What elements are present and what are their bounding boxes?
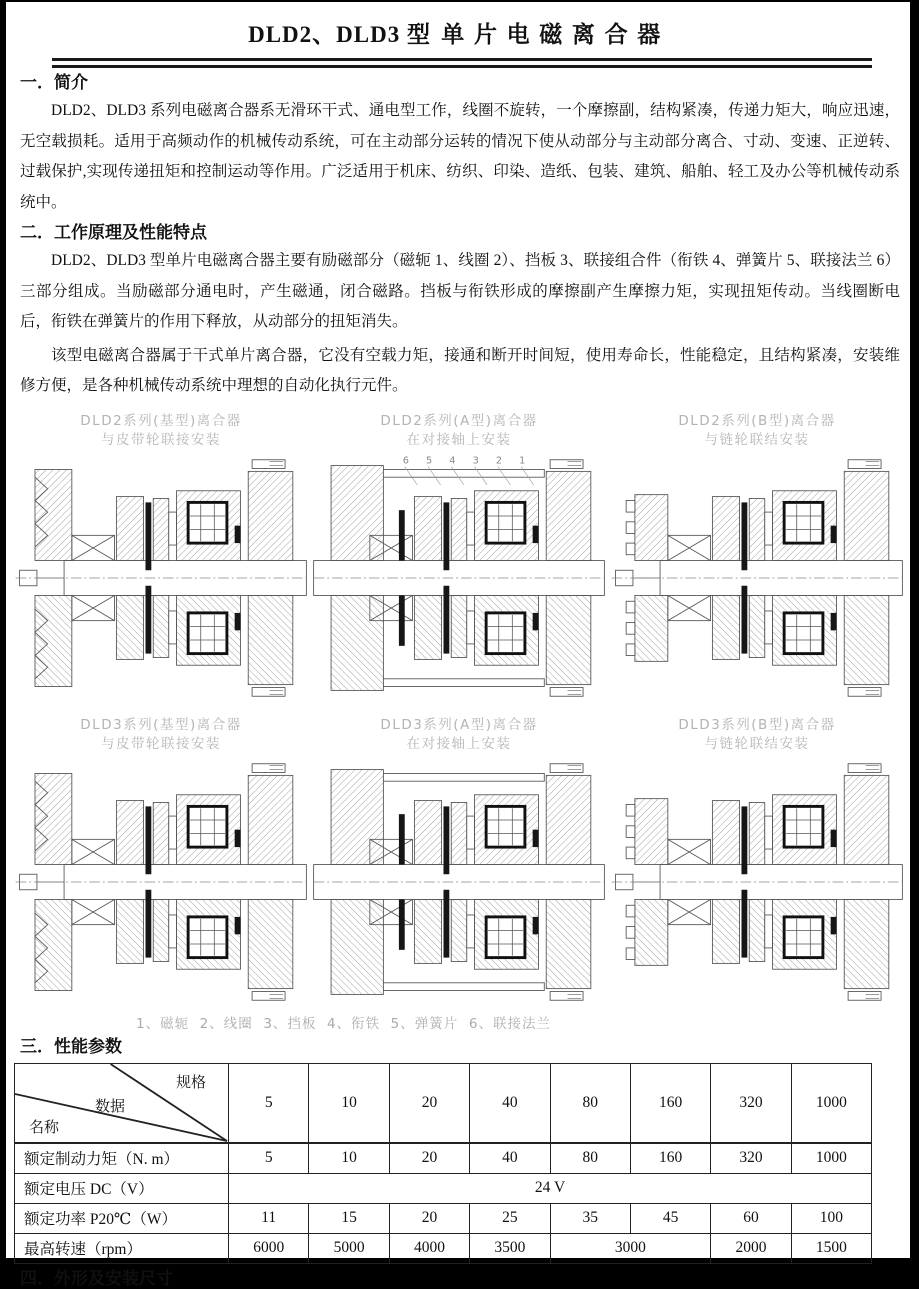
spec-column-header: 80 xyxy=(550,1063,630,1143)
table-cell: 160 xyxy=(630,1143,710,1174)
section-2-paragraph-1: DLD2、DLD3 型单片电磁离合器主要有励磁部分（磁轭 1、线圈 2）、挡板 3、联接组合件（衔铁 4、弹簧片 5、联接法兰 6）三部分组成。当励磁部分通电时，产生磁通，闭合磁路。挡板与衔铁形成的摩擦副产生摩擦力矩，实现扭矩传动。当线圈断电后，衔铁在弹簧片的作用下释放，从动部分的扭矩消失。 xyxy=(20,252,900,330)
spec-column-header: 320 xyxy=(711,1063,791,1143)
clutch-diagram xyxy=(312,756,606,1008)
figure-caption-line1: DLD2系列(B型)离合器 xyxy=(678,412,836,429)
table-row xyxy=(15,1143,872,1174)
figure-caption-line2: 在对接轴上安装 xyxy=(406,431,512,448)
figure-caption-line2: 与皮带轮联接安装 xyxy=(101,431,221,448)
table-cell: 15 xyxy=(309,1203,389,1233)
table-cell: 24 V xyxy=(229,1173,872,1203)
table-cell: 5000 xyxy=(309,1233,389,1263)
row-label: 额定电压 DC（V） xyxy=(15,1173,229,1203)
table-cell: 1000 xyxy=(791,1143,871,1174)
figure-caption-line2: 在对接轴上安装 xyxy=(406,735,512,752)
figures-grid xyxy=(14,412,904,1008)
clutch-cross-section xyxy=(15,452,307,704)
section-2-paragraph-2: 该型电磁离合器属于干式单片离合器，它没有空载力矩，接通和断开时间短，使用寿命长，性能稳定，且结构紧凑，安装维修方便，是各种机械传动系统中理想的自动化执行元件。 xyxy=(20,346,900,394)
part-number-label: 3 xyxy=(472,455,479,467)
figure-caption-line1: DLD2系列(基型)离合器 xyxy=(80,412,242,429)
spec-column-header: 20 xyxy=(389,1063,469,1143)
row-label: 最高转速（rpm） xyxy=(15,1233,229,1263)
section-2-heading: 二．工作原理及性能特点 xyxy=(20,223,207,242)
clutch-diagram xyxy=(14,452,308,704)
section-1-heading: 一．简介 xyxy=(20,73,88,92)
section-1-paragraph: DLD2、DLD3 系列电磁离合器系无滑环干式、通电型工作，线圈不旋转，一个摩擦副，结构紧凑，传递力矩大，响应迅速，无空载损耗。适用于高频动作的机械传动系统，可在主动部分运转的情况下使从动部分与主动部分离合、寸动、变速、正逆转、过载保护,实现传递扭矩和控制运动等作用。广泛适用于机床、纺织、印染、造纸、包装、建筑、船舶、轻工及办公等机械传动系统中。 xyxy=(20,102,900,211)
page-title-prefix: DLD2、DLD3 型 xyxy=(248,22,431,47)
table-cell: 3000 xyxy=(550,1233,711,1263)
figure-dld2-a xyxy=(312,412,606,704)
row-label: 额定制动力矩（N. m） xyxy=(15,1143,229,1174)
clutch-cross-section xyxy=(15,756,307,1008)
spec-column-header: 1000 xyxy=(791,1063,871,1143)
clutch-diagram xyxy=(14,756,308,1008)
spec-column-header: 5 xyxy=(229,1063,309,1143)
table-cell: 6000 xyxy=(229,1233,309,1263)
clutch-cross-section xyxy=(611,452,903,704)
figure-caption-line1: DLD3系列(A型)离合器 xyxy=(380,716,538,733)
table-cell: 45 xyxy=(630,1203,710,1233)
figure-caption-line1: DLD2系列(A型)离合器 xyxy=(380,412,538,429)
part-number-label: 1 xyxy=(519,455,526,467)
table-cell: 5 xyxy=(229,1143,309,1174)
row-label: 额定功率 P20℃（W） xyxy=(15,1203,229,1233)
figure-caption-line1: DLD3系列(B型)离合器 xyxy=(678,716,836,733)
table-cell: 20 xyxy=(389,1203,469,1233)
figure-legend: 1、磁轭 2、线圈 3、挡板 4、衔铁 5、弹簧片 6、联接法兰 xyxy=(136,1015,551,1032)
table-corner-cell xyxy=(15,1063,229,1143)
figure-caption-line2: 与链轮联结安装 xyxy=(704,735,810,752)
figure-dld3-b xyxy=(610,716,904,1008)
part-number-label: 6 xyxy=(402,455,409,467)
section-3-heading: 三．性能参数 xyxy=(20,1036,122,1056)
spec-column-header: 10 xyxy=(309,1063,389,1143)
document-page xyxy=(6,2,910,1288)
table-cell: 2000 xyxy=(711,1233,791,1263)
table-cell: 25 xyxy=(470,1203,550,1233)
figure-caption-line1: DLD3系列(基型)离合器 xyxy=(80,716,242,733)
clutch-diagram xyxy=(610,756,904,1008)
part-number-label: 2 xyxy=(495,455,503,467)
title-divider xyxy=(52,58,872,68)
table-cell: 1500 xyxy=(791,1233,871,1263)
section-4-heading: 四．外形及安装尺寸 xyxy=(20,1268,173,1288)
table-cell: 100 xyxy=(791,1203,871,1233)
spec-column-header: 40 xyxy=(470,1063,550,1143)
figure-dld2-b xyxy=(610,412,904,704)
clutch-cross-section xyxy=(313,756,605,1008)
table-cell: 11 xyxy=(229,1203,309,1233)
clutch-cross-section xyxy=(611,756,903,1008)
spec-column-header: 160 xyxy=(630,1063,710,1143)
table-cell: 3500 xyxy=(470,1233,550,1263)
clutch-cross-section xyxy=(313,452,605,704)
table-cell: 80 xyxy=(550,1143,630,1174)
part-number-label: 5 xyxy=(426,455,433,467)
figure-dld3-a xyxy=(312,716,606,1008)
part-number-label: 4 xyxy=(449,455,456,467)
figure-dld2-base xyxy=(14,412,308,704)
table-cell: 35 xyxy=(550,1203,630,1233)
figure-dld3-base xyxy=(14,716,308,1008)
clutch-diagram xyxy=(610,452,904,704)
table-cell: 10 xyxy=(309,1143,389,1174)
figure-caption-line2: 与链轮联结安装 xyxy=(704,431,810,448)
page-title-main: 单片电磁离合器 xyxy=(441,22,670,47)
corner-label-data: 数据 xyxy=(95,1098,126,1115)
table-cell: 320 xyxy=(711,1143,791,1174)
corner-label-name: 名称 xyxy=(29,1119,60,1136)
performance-table xyxy=(14,1063,872,1264)
figure-caption-line2: 与皮带轮联接安装 xyxy=(101,735,221,752)
corner-label-spec: 规格 xyxy=(175,1074,206,1091)
table-row xyxy=(15,1233,872,1263)
table-cell: 20 xyxy=(389,1143,469,1174)
table-cell: 40 xyxy=(470,1143,550,1174)
table-row xyxy=(15,1203,872,1233)
table-cell: 60 xyxy=(711,1203,791,1233)
clutch-diagram xyxy=(312,452,606,704)
table-cell: 4000 xyxy=(389,1233,469,1263)
page-title xyxy=(14,16,904,49)
table-row xyxy=(15,1173,872,1203)
